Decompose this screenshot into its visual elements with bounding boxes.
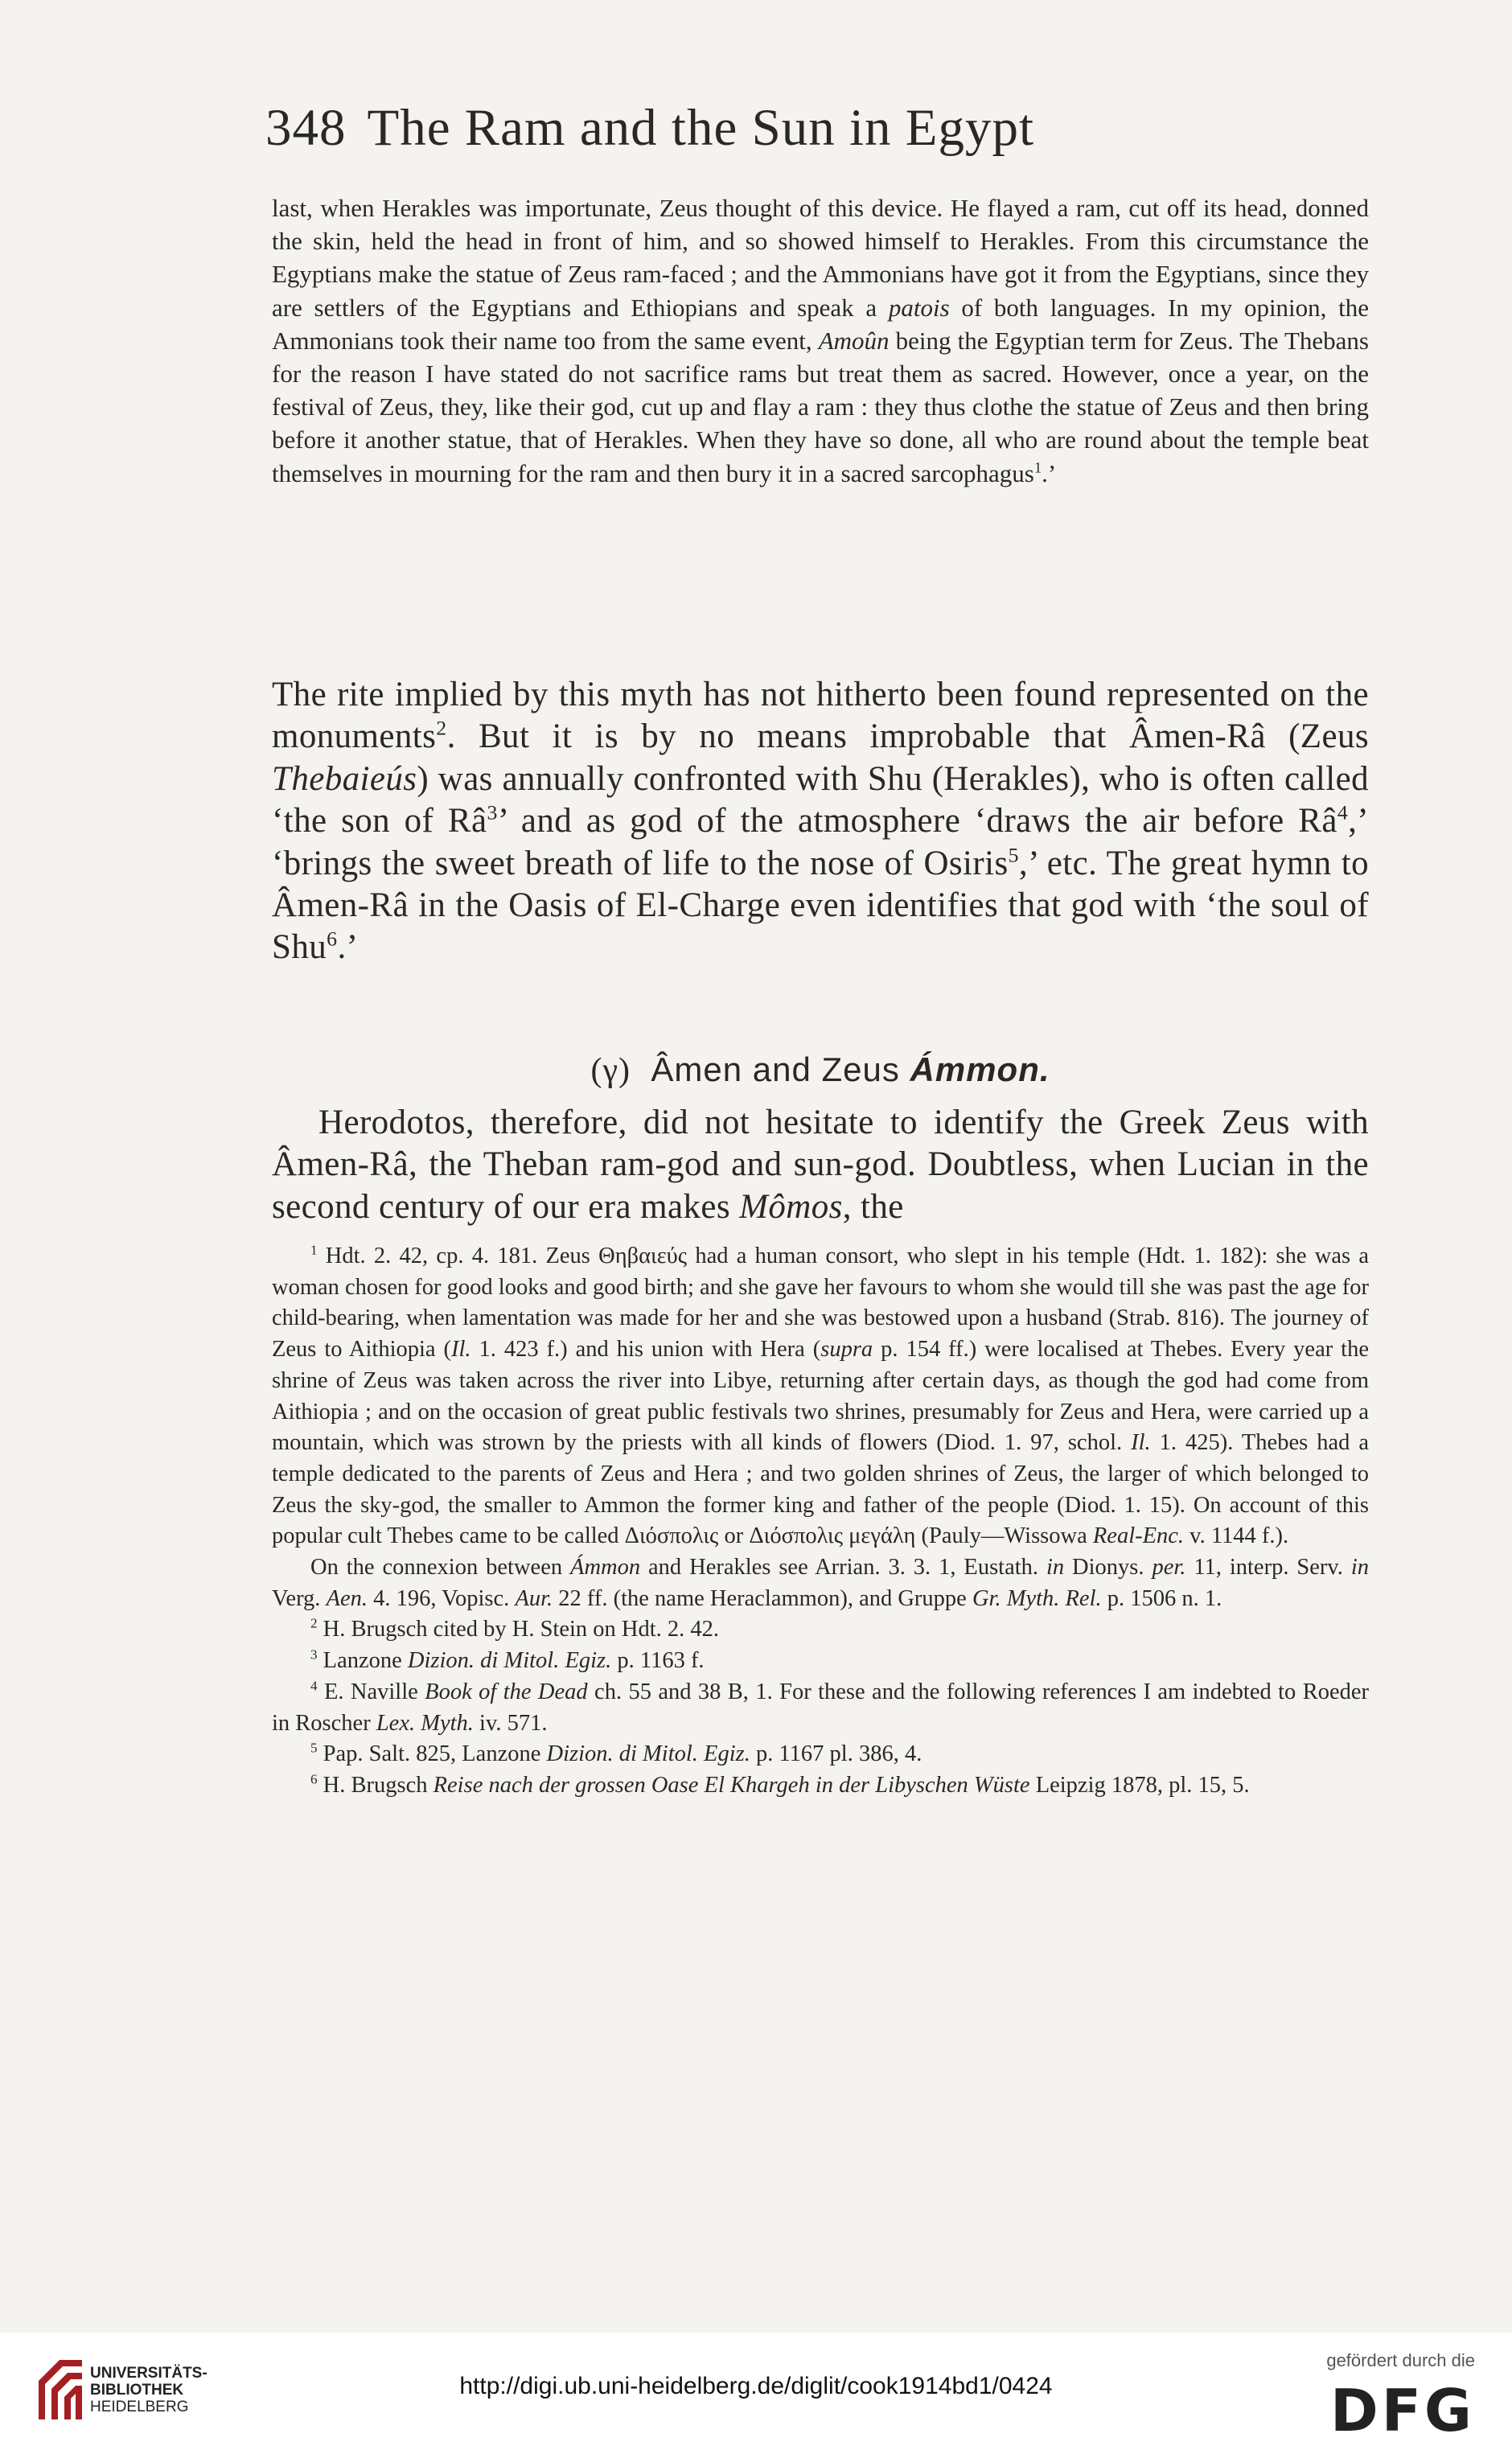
source-url-link[interactable]: http://digi.ub.uni-heidelberg.de/diglit/cook1914bd1/0424 xyxy=(459,2373,1053,2399)
funded-by-caption: gefördert durch die xyxy=(1326,2350,1475,2370)
footnote-ref: 5 xyxy=(1008,843,1019,867)
page-number: 348 xyxy=(265,99,347,157)
footnote-4: $^4$ E. Naville Book of the Dead ch. 55 and 38 B, 1. For these and the following references I am indebted to Roeder in Roscher Lex. Myth. iv. 571. xyxy=(272,1678,1369,1736)
library-name: UNIVERSITÄTS- BIBLIOTHEK HEIDELBERG xyxy=(90,2365,207,2415)
footnote-ref: 3 xyxy=(487,800,498,824)
footnote-ref: 1 xyxy=(1033,459,1042,477)
running-head xyxy=(265,98,1034,158)
footnote-1-continued: On the connexion between Ámmon and Herakles see Arrian. 3. 3. 1, Eustath. in Dionys. per. 11, interp. Serv. in Verg. Aen. 4. 196, Vopisc. Aur. 22 ff. (the name Heraclammon), and Gruppe Gr. Myth. Rel. p. 1506 n. 1. xyxy=(272,1555,1369,1611)
footnote-5: $^5$ Pap. Salt. 825, Lanzone Dizion. di Mitol. Egiz. p. 1167 pl. 386, 4. xyxy=(310,1740,922,1767)
section-heading-italic: Ámmon. xyxy=(910,1050,1050,1088)
viewer-footer xyxy=(0,2333,1512,2446)
section-heading-text: Âmen and Zeus xyxy=(651,1050,910,1088)
footnote-3: $^3$ Lanzone Dizion. di Mitol. Egiz. p. 1163 f. xyxy=(310,1646,705,1674)
footnotes xyxy=(272,1241,1369,1802)
page-title: The Ram and the Sun in Egypt xyxy=(367,99,1035,157)
footnote-ref: 6 xyxy=(327,927,338,952)
section-heading xyxy=(272,1050,1369,1090)
quote-paragraph: last, when Herakles was importunate, Zeus thought of this device. He flayed a ram, cut off its head, donned the skin, held the head in front of him, and so showed himself to Herakles. From this circumstance the Egyptians make the statue of Zeus ram-faced ; and the Ammonians have got it from the Egyptians, since they are settlers of the Egyptians and Ethiopians and speak a patois of both languages. In my opinion, the Ammonians took their name too from the same event, Amoûn being the Egyptian term for Zeus. The Thebans for the reason I have stated do not sacrifice rams but treat them as sacred. However, once a year, on the festival of Zeus, they, like their god, cut up and flay a ram : they thus clothe the statue of Zeus and then bring before it another statue, that of Herakles. When they have so done, all who are round about the temple beat themselves in mourning for the ram and then bury it in a sacred sarcophagus$^1$.’ xyxy=(272,194,1369,487)
section-label: (γ) xyxy=(590,1052,631,1089)
dfg-logo: DFG xyxy=(1329,2377,1475,2444)
footnote-1: $^1$ Hdt. 2. 42, cp. 4. 181. Zeus Θηβαιεύς had a human consort, who slept in his temple (Hdt. 1. 182): she was a woman chosen for good looks and good birth; and she gave her favours to whom she would till she was past the age for child-bearing, when lamentation was made for her and she was bestowed upon a husband (Strab. 816). The journey of Zeus to Aithiopia (Il. 1. 423 f.) and his union with Hera (supra p. 154 ff.) were localised at Thebes. Every year the shrine of Zeus was taken across the river into Libye, returning after certain days, as though the god had come from Aithiopia ; and on the occasion of great public festivals two shrines, presumably for Zeus and Hera, were carried up a mountain, which was strown by the priests with all kinds of flowers (Diod. 1. 97, schol. Il. 1. 425). Thebes had a temple dedicated to the parents of Zeus and Hera ; and two golden shrines of Zeus, the larger of which belonged to Zeus the sky-god, the smaller to Ammon the former king and father of the people (Diod. 1. 15). On account of this popular cult Thebes came to be called Διόσπολις or Διόσπολις μεγάλη (Pauly—Wissowa Real-Enc. v. 1144 f.). xyxy=(272,1242,1370,1549)
body-paragraph-1: The rite implied by this myth has not hitherto been found represented on the monuments$^2$. But it is by no means improbable that Âmen-Râ (Zeus Thebaieús) was annually confronted with Shu (Herakles), who is often called ‘the son of $Râ^3$’ and as god of the atmosphere ‘draws the air before $Râ^4$,’ ‘brings the sweet breath of life to the nose of Osiris$^5$,’ etc. The great hymn to Âmen-Râ in the Oasis of El-Charge even identifies that god with ‘the soul of Shu$^6$.’ xyxy=(272,676,1369,967)
footnote-6: $^6$ H. Brugsch Reise nach der grossen Oase El Khargeh in der Libyschen Wüste Leipzig 1878, pl. 15, 5. xyxy=(310,1771,1250,1798)
footnote-ref: 2 xyxy=(436,717,447,741)
footnote-ref: 4 xyxy=(1337,800,1349,824)
quoted-passage xyxy=(272,191,1369,490)
footnote-2: $^2$ H. Brugsch cited by H. Stein on Hdt. 2. 42. xyxy=(310,1615,720,1642)
body-paragraph-2: Herodotos, therefore, did not hesitate to identify the Greek Zeus with Âmen-Râ, the Theban ram-god and sun-god. Doubtless, when Lucian in the second century of our era makes Mômos, the xyxy=(272,1104,1369,1226)
